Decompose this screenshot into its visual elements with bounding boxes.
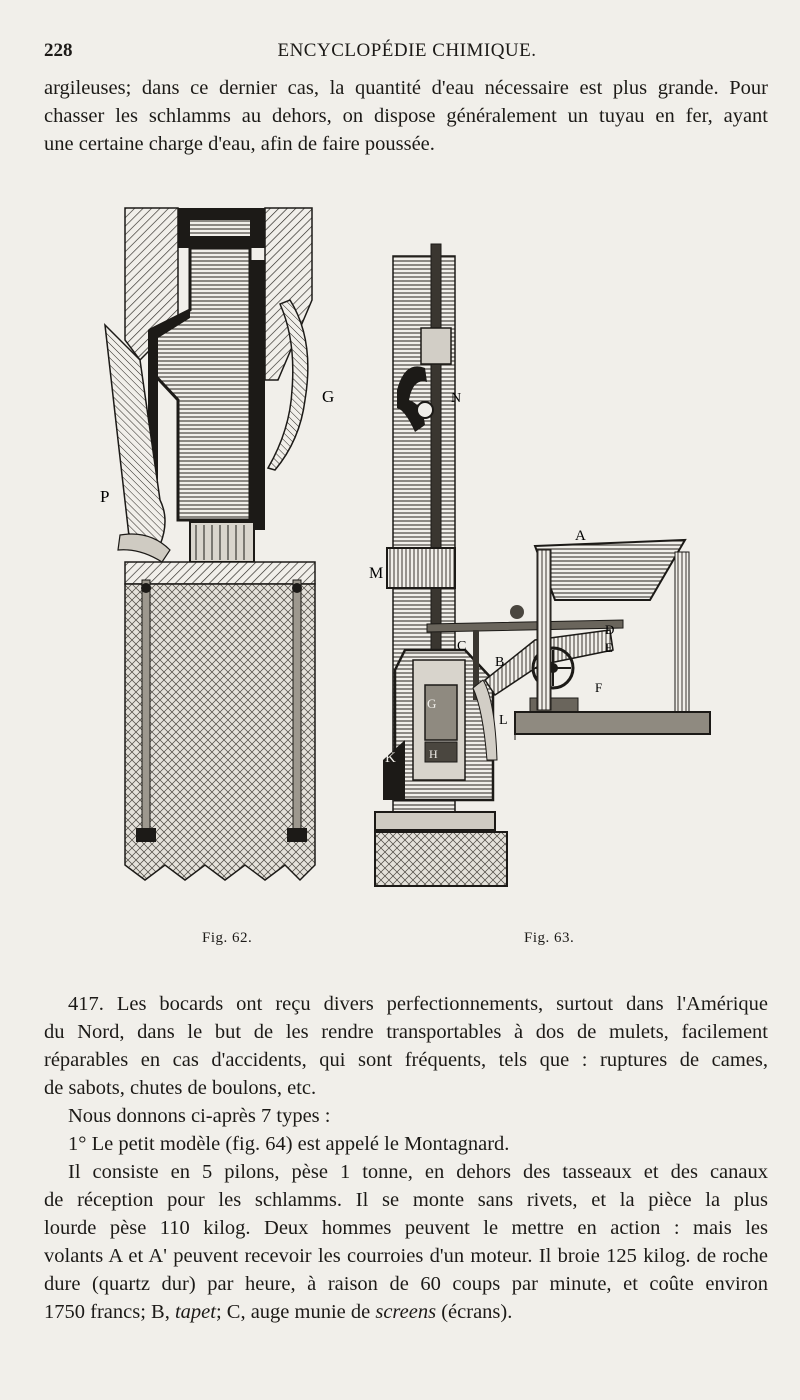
fig63-label-h: H: [429, 747, 438, 761]
fig62-label-p: P: [100, 487, 110, 506]
fig63-label-a: A: [575, 528, 586, 544]
text-line: Il consiste en 5 pilons, pèse 1 tonne, en dehors des tasseaux et des canaux: [68, 1161, 768, 1183]
text-line: volants A et A' peuvent recevoir les courroies d'un moteur. Il broie 125 kilog. de roche: [44, 1245, 768, 1267]
figure-62-caption: Fig. 62.: [202, 930, 253, 946]
fig63-label-c: C: [457, 639, 467, 654]
final-text-a: 1750 francs; B,: [44, 1301, 175, 1323]
fig63-label-d: D: [605, 622, 615, 637]
fig63-label-e: E: [605, 640, 613, 655]
fig63-label-g: G: [427, 696, 437, 711]
text-line: lourde pèse 110 kilog. Deux hommes peuvent le mettre en action : mais les: [44, 1217, 768, 1239]
text-line: du Nord, dans le but de les rendre transportables à dos de mulets, facilement: [44, 1021, 768, 1043]
fig63-label-n: N: [451, 391, 462, 406]
fig63-label-m: M: [369, 565, 384, 582]
text-line: dure (quartz dur) par heure, à raison de 60 coups par minute, et coûte environ: [44, 1273, 768, 1295]
fig63-label-l: L: [499, 713, 508, 728]
tapet-term: tapet: [174, 1301, 216, 1323]
fig63-label-b: B: [495, 655, 505, 670]
text-line: argileuses; dans ce dernier cas, la quantité d'eau nécessaire est plus grande. Pour: [44, 77, 768, 99]
final-text-c: (écrans).: [436, 1301, 513, 1323]
page-number: 228: [44, 40, 73, 61]
figure-63-caption: Fig. 63.: [524, 930, 575, 946]
text-line-final: [44, 1298, 768, 1326]
text-line: 417. Les bocards ont reçu divers perfectionnements, surtout dans l'Amérique: [68, 993, 768, 1015]
final-text-b: ; C, auge munie de: [215, 1301, 376, 1323]
screens-term: screens: [375, 1301, 437, 1323]
text-line: de sabots, chutes de boulons, etc.: [44, 1077, 317, 1099]
fig62-label-g: G: [322, 387, 335, 406]
figure-62-mortar-section: [100, 200, 335, 900]
fig63-label-k: K: [385, 750, 396, 766]
text-line: réparables en cas d'accidents, qui sont fréquents, tels que : ruptures de cames,: [44, 1049, 768, 1071]
fig63-label-f: F: [595, 680, 603, 695]
types-intro: Nous donnons ci-après 7 types :: [68, 1105, 331, 1127]
text-line: chasser les schlamms au dehors, on dispose généralement un tuyau en fer, ayant: [44, 105, 768, 127]
section-417-paragraph: [44, 990, 768, 1326]
figure-63-stamp-feeder: [365, 240, 720, 900]
intro-paragraph: [44, 74, 768, 158]
type-1-heading: 1° Le petit modèle (fig. 64) est appelé le Montagnard.: [68, 1133, 510, 1155]
running-title: ENCYCLOPÉDIE CHIMIQUE.: [277, 40, 537, 61]
page-header: [44, 40, 770, 66]
text-line: de réception pour les schlamms. Il se monte sans rivets, et la pièce la plus: [44, 1189, 768, 1211]
text-line: une certaine charge d'eau, afin de faire poussée.: [44, 133, 435, 155]
